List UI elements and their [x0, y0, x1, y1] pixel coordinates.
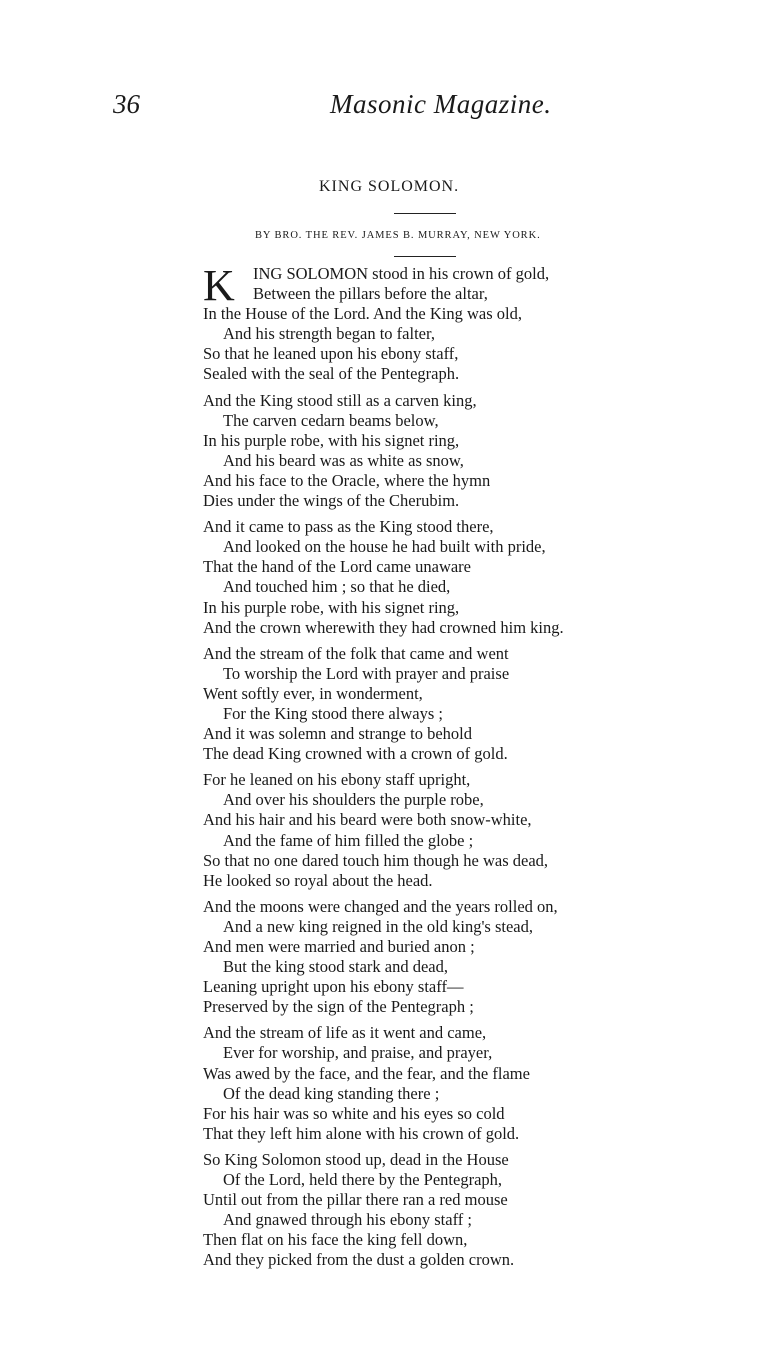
poem-line: Of the Lord, held there by the Pentegraph,	[223, 1170, 503, 1190]
page-number: 36	[113, 89, 140, 119]
poem-line: And the King stood still as a carven king,	[203, 390, 477, 410]
byline-rule	[394, 256, 456, 257]
poem-line: And his strength began to falter,	[223, 324, 435, 344]
poem-line: Until out from the pillar there ran a red mouse	[203, 1190, 508, 1210]
poem-line: In his purple robe, with his signet ring,	[203, 597, 460, 617]
poem-line: Ever for worship, and praise, and prayer,	[223, 1043, 493, 1063]
poem-line: Leaning upright upon his ebony staff—	[203, 977, 464, 997]
poem-line: So King Solomon stood up, dead in the House	[203, 1149, 509, 1169]
poem-title: KING SOLOMON.	[319, 178, 460, 195]
poem-line: For he leaned on his ebony staff upright,	[203, 770, 471, 790]
stanza	[203, 261, 663, 385]
poem-line: And the fame of him filled the globe ;	[223, 830, 474, 850]
poem-line: For his hair was so white and his eyes so cold	[203, 1103, 505, 1123]
poem-line: And the stream of the folk that came and went	[203, 643, 509, 663]
poem-line: Went softly ever, in wonderment,	[203, 683, 423, 703]
poem-line: Of the dead king standing there ;	[223, 1083, 440, 1103]
running-title: Masonic Magazine.	[330, 89, 552, 119]
poem-line: And looked on the house he had built with pride,	[223, 537, 546, 557]
poem-line: The carven cedarn beams below,	[223, 410, 439, 430]
poem-line: Was awed by the face, and the fear, and the flame	[203, 1063, 530, 1083]
poem-line: The dead King crowned with a crown of gold.	[203, 744, 508, 764]
stanza	[203, 1023, 663, 1144]
stanza	[203, 897, 663, 1018]
poem-line: Then flat on his face the king fell down,	[203, 1230, 468, 1250]
poem-line: Sealed with the seal of the Pentegraph.	[203, 364, 460, 384]
byline: BY BRO. THE REV. JAMES B. MURRAY, NEW YORK.	[255, 230, 541, 241]
poem-line: So that no one dared touch him though he was dead,	[203, 850, 549, 870]
poem-line: But the king stood stark and dead,	[223, 957, 449, 977]
poem-line: And a new king reigned in the old king's stead,	[223, 916, 533, 936]
page-header	[0, 86, 780, 122]
poem-line: That the hand of the Lord came unaware	[203, 557, 472, 577]
poem-line: And touched him ; so that he died,	[223, 577, 451, 597]
drop-cap: K	[203, 261, 235, 310]
poem-line: In his purple robe, with his signet ring,	[203, 430, 460, 450]
poem-body	[203, 261, 663, 1277]
poem-line: And his hair and his beard were both snow-white,	[203, 810, 532, 830]
first-line-text: ING SOLOMON stood in his crown of gold,	[253, 264, 550, 283]
stanza	[203, 770, 663, 891]
poem-line: And over his shoulders the purple robe,	[223, 790, 484, 810]
poem-line: And his face to the Oracle, where the hymn	[203, 470, 491, 490]
poem-line: And it came to pass as the King stood there,	[203, 517, 494, 537]
poem-line: So that he leaned upon his ebony staff,	[203, 344, 459, 364]
poem-line: That they left him alone with his crown of gold.	[203, 1123, 520, 1143]
poem-line: And men were married and buried anon ;	[203, 937, 475, 956]
poem-line: Preserved by the sign of the Pentegraph ;	[203, 997, 474, 1017]
poem-line: And the crown wherewith they had crowned him king.	[203, 617, 564, 637]
poem-line: And his beard was as white as snow,	[223, 450, 464, 470]
stanza	[203, 391, 663, 512]
poem-line: For the King stood there always ;	[223, 703, 443, 723]
stanza	[203, 644, 663, 765]
poem-line: He looked so royal about the head.	[203, 870, 433, 890]
poem-line: And the stream of life as it went and came,	[203, 1023, 487, 1043]
poem-line: And they picked from the dust a golden crown.	[203, 1250, 515, 1270]
poem-line: Dies under the wings of the Cherubim.	[203, 491, 460, 511]
stanza	[203, 1150, 663, 1271]
stanza	[203, 517, 663, 638]
poem-line: And it was solemn and strange to behold	[203, 724, 472, 744]
poem-line: To worship the Lord with prayer and praise	[223, 663, 510, 683]
title-rule	[394, 213, 456, 214]
poem-line: And gnawed through his ebony staff ;	[223, 1210, 472, 1230]
poem-line: In the House of the Lord. And the King was old,	[203, 304, 522, 324]
poem-line: And the moons were changed and the years rolled on,	[203, 896, 558, 916]
poem-line: Between the pillars before the altar,	[253, 284, 488, 304]
